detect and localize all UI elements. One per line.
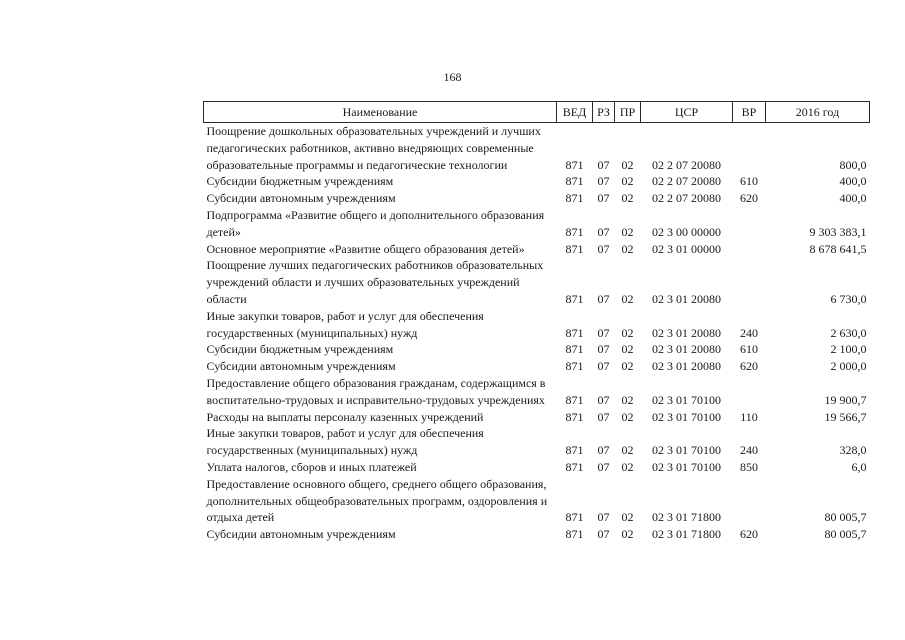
row-ved: 871: [565, 459, 584, 474]
row-pr: 02: [621, 392, 634, 407]
row-csr: 02 3 00 00000: [652, 224, 721, 239]
row-pr: 02: [621, 443, 634, 458]
row-csr: 02 3 01 70100: [652, 409, 721, 424]
row-vr: 610: [740, 174, 758, 189]
row-amount: 400,0: [839, 191, 867, 206]
row-amount: 6,0: [851, 459, 867, 474]
row-vr: 620: [740, 359, 758, 374]
row-name: Подпрограмма «Развитие общего и дополнительного образования детей»: [206, 207, 545, 239]
row-csr: 02 3 01 70100: [652, 459, 721, 474]
row-amount: 2 630,0: [830, 325, 867, 340]
row-rz: 07: [597, 527, 610, 542]
row-name: Расходы на выплаты персоналу казенных учреждений: [206, 409, 484, 424]
header-csr: ЦСР: [641, 102, 733, 123]
row-csr: 02 3 01 71800: [652, 527, 721, 542]
row-pr: 02: [621, 157, 634, 172]
row-amount: 328,0: [839, 443, 867, 458]
table-row: [204, 173, 870, 190]
row-rz: 07: [597, 224, 610, 239]
row-name: Предоставление общего образования гражданам, содержащимся в воспитательно-трудовых и исправительно-трудовых учреждениях: [206, 375, 546, 407]
page-number: 168: [443, 70, 462, 84]
row-vr: 110: [740, 409, 758, 424]
row-vr: 620: [740, 527, 758, 542]
table-row: [204, 476, 870, 526]
row-name: Субсидии автономным учреждениям: [206, 359, 396, 374]
row-pr: 02: [621, 359, 634, 374]
row-ved: 871: [565, 342, 584, 357]
row-vr: [733, 375, 766, 409]
table-row: [204, 190, 870, 207]
row-ved: 871: [565, 291, 584, 306]
row-name: Иные закупки товаров, работ и услуг для обеспечения государственных (муниципальных) нужд: [206, 426, 484, 458]
row-rz: 07: [597, 157, 610, 172]
row-amount: 400,0: [839, 174, 867, 189]
row-csr: 02 3 01 71800: [652, 510, 721, 525]
row-csr: 02 2 07 20080: [652, 174, 721, 189]
table-row: [204, 341, 870, 358]
row-csr: 02 2 07 20080: [652, 157, 721, 172]
row-amount: 8 678 641,5: [809, 241, 867, 256]
table-row: [204, 375, 870, 409]
row-ved: 871: [565, 191, 584, 206]
row-vr: [733, 257, 766, 307]
row-vr: 850: [740, 459, 758, 474]
row-amount: 19 566,7: [824, 409, 867, 424]
table-body: [204, 123, 870, 543]
row-csr: 02 3 01 20080: [652, 342, 721, 357]
row-pr: 02: [621, 291, 634, 306]
row-amount: 9 303 383,1: [809, 224, 867, 239]
row-csr: 02 3 01 70100: [652, 392, 721, 407]
table-row: [204, 241, 870, 258]
row-rz: 07: [597, 409, 610, 424]
row-vr: [733, 123, 766, 174]
row-name: Уплата налогов, сборов и иных платежей: [206, 459, 417, 474]
table-header: [204, 102, 870, 123]
row-name: Иные закупки товаров, работ и услуг для обеспечения государственных (муниципальных) нужд: [206, 308, 484, 340]
header-ved: ВЕД: [557, 102, 593, 123]
row-vr: [733, 476, 766, 526]
row-ved: 871: [565, 157, 584, 172]
table-row: [204, 459, 870, 476]
table-row: [204, 123, 870, 174]
row-ved: 871: [565, 443, 584, 458]
row-vr: 620: [740, 191, 758, 206]
row-ved: 871: [565, 174, 584, 189]
row-rz: 07: [597, 174, 610, 189]
row-amount: 80 005,7: [824, 510, 867, 525]
row-csr: 02 3 01 20080: [652, 359, 721, 374]
row-name: Субсидии автономным учреждениям: [206, 527, 396, 542]
row-rz: 07: [597, 359, 610, 374]
row-csr: 02 2 07 20080: [652, 191, 721, 206]
row-vr: [733, 207, 766, 241]
row-pr: 02: [621, 510, 634, 525]
table-row: [204, 526, 870, 543]
row-amount: 19 900,7: [824, 392, 867, 407]
row-amount: 2 100,0: [830, 342, 867, 357]
row-rz: 07: [597, 443, 610, 458]
row-rz: 07: [597, 342, 610, 357]
table-row: [204, 425, 870, 459]
row-vr: 240: [740, 325, 758, 340]
row-rz: 07: [597, 392, 610, 407]
header-year: 2016 год: [766, 102, 870, 123]
row-name: Поощрение дошкольных образовательных учреждений и лучших педагогических работников, активно внедряющих современные образовательные программы и педагогические технологии: [206, 124, 541, 172]
header-rz: РЗ: [593, 102, 615, 123]
row-pr: 02: [621, 224, 634, 239]
row-ved: 871: [565, 359, 584, 374]
budget-table: [203, 101, 870, 543]
row-name: Субсидии бюджетным учреждениям: [206, 342, 394, 357]
row-pr: 02: [621, 459, 634, 474]
header-name: Наименование: [204, 102, 557, 123]
row-ved: 871: [565, 224, 584, 239]
row-rz: 07: [597, 459, 610, 474]
row-rz: 07: [597, 510, 610, 525]
row-vr: 240: [740, 443, 758, 458]
table-row: [204, 409, 870, 426]
row-name: Основное мероприятие «Развитие общего образования детей»: [206, 241, 525, 256]
row-name: Субсидии автономным учреждениям: [206, 191, 396, 206]
row-csr: 02 3 01 70100: [652, 443, 721, 458]
row-ved: 871: [565, 241, 584, 256]
row-pr: 02: [621, 174, 634, 189]
header-pr: ПР: [615, 102, 641, 123]
row-pr: 02: [621, 241, 634, 256]
table-row: [204, 308, 870, 342]
row-pr: 02: [621, 191, 634, 206]
row-name: Субсидии бюджетным учреждениям: [206, 174, 394, 189]
row-rz: 07: [597, 191, 610, 206]
row-ved: 871: [565, 527, 584, 542]
row-amount: 80 005,7: [824, 527, 867, 542]
row-rz: 07: [597, 325, 610, 340]
table-row: [204, 257, 870, 307]
row-csr: 02 3 01 00000: [652, 241, 721, 256]
row-vr: 610: [740, 342, 758, 357]
row-amount: 800,0: [839, 157, 867, 172]
row-ved: 871: [565, 510, 584, 525]
row-rz: 07: [597, 241, 610, 256]
row-amount: 6 730,0: [830, 291, 867, 306]
row-name: Предоставление основного общего, среднего общего образования, дополнительных общеобразовательных программ, оздоровления и отдыха детей: [206, 476, 548, 525]
row-ved: 871: [565, 325, 584, 340]
table-row: [204, 358, 870, 375]
row-pr: 02: [621, 325, 634, 340]
row-pr: 02: [621, 409, 634, 424]
header-vr: ВР: [733, 102, 766, 123]
row-pr: 02: [621, 527, 634, 542]
row-csr: 02 3 01 20080: [652, 325, 721, 340]
row-ved: 871: [565, 409, 584, 424]
row-pr: 02: [621, 342, 634, 357]
row-amount: 2 000,0: [830, 359, 867, 374]
row-ved: 871: [565, 392, 584, 407]
row-name: Поощрение лучших педагогических работников образовательных учреждений области и лучших образовательных учреждений области: [206, 258, 544, 306]
row-csr: 02 3 01 20080: [652, 291, 721, 306]
row-rz: 07: [597, 291, 610, 306]
table-row: [204, 207, 870, 241]
row-vr: [733, 241, 766, 258]
